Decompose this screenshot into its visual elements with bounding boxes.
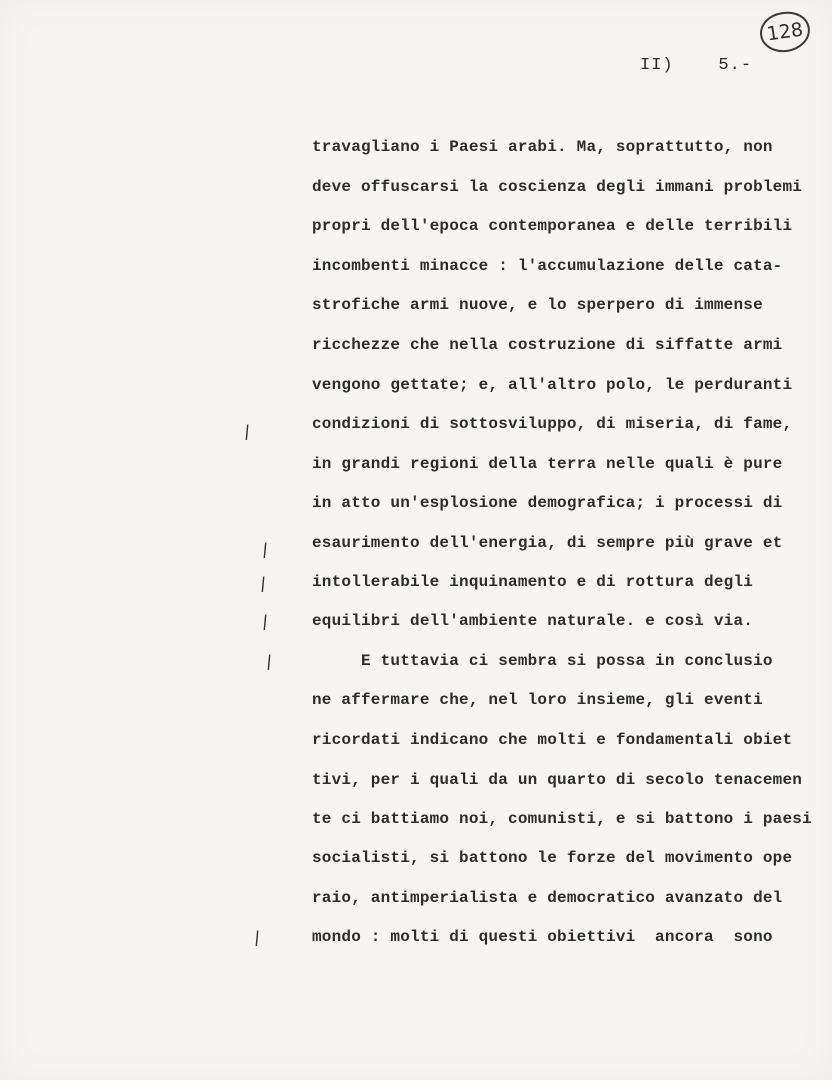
text-line: te ci battiamo noi, comunisti, e si battono i paesi [312, 810, 812, 828]
text-line: intollerabile inquinamento e di rottura degli [312, 573, 754, 591]
margin-mark: / [257, 573, 269, 596]
text-line: ricchezze che nella costruzione di siffatte armi [312, 336, 783, 354]
text-line: equilibri dell'ambiente naturale. e così via. [312, 612, 754, 630]
text-line: in atto un'esplosione demografica; i processi di [312, 494, 783, 512]
text-line: tivi, per i quali da un quarto di secolo tenacemen [312, 771, 803, 789]
page-number-stamp [757, 9, 812, 56]
text-line: ricordati indicano che molti e fondamentali obiet [312, 731, 793, 749]
margin-mark: / [251, 927, 263, 950]
text-line: in grandi regioni della terra nelle quali è pure [312, 455, 783, 473]
text-line: raio, antimperialista e democratico avanzato del [312, 889, 783, 907]
margin-mark: / [259, 611, 271, 634]
text-line: deve offuscarsi la coscienza degli immani problemi [312, 178, 803, 196]
text-line: incombenti minacce : l'accumulazione delle cata- [312, 257, 783, 275]
margin-mark: / [241, 421, 253, 444]
text-line: strofiche armi nuove, e lo sperpero di immense [312, 296, 763, 314]
page-section-label: II) 5.- [640, 56, 753, 75]
stamp-number: 128 [765, 18, 805, 46]
text-line: travagliano i Paesi arabi. Ma, soprattutto, non [312, 138, 773, 156]
text-line: vengono gettate; e, all'altro polo, le perduranti [312, 376, 793, 394]
margin-mark: / [263, 651, 275, 674]
text-line: socialisti, si battono le forze del movimento ope [312, 849, 793, 867]
text-line: condizioni di sottosviluppo, di miseria, di fame, [312, 415, 793, 433]
text-line: ne affermare che, nel loro insieme, gli eventi [312, 691, 763, 709]
text-line: propri dell'epoca contemporanea e delle terribili [312, 217, 793, 235]
text-line: esaurimento dell'energia, di sempre più grave et [312, 534, 783, 552]
text-line: E tuttavia ci sembra si possa in conclusio [312, 652, 773, 670]
text-line: mondo : molti di questi obiettivi ancora sono [312, 928, 773, 946]
margin-mark: / [259, 539, 271, 562]
